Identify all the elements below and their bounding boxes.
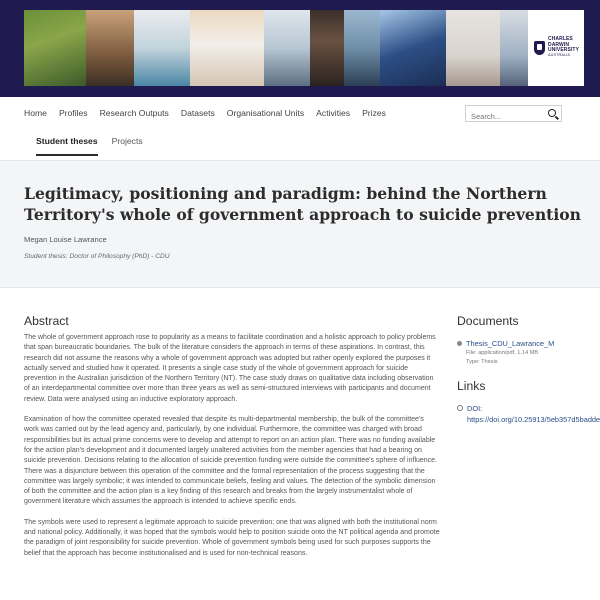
abstract-heading: Abstract [24,314,69,328]
abstract-paragraph: The whole of government approach rose to popularity as a means to facilitate coordination and a holistic approach to policy problems that span bureaucratic boundaries. The bulk of the literature considers the approach in terms of these aspirations. In contrast, this research did not assume the reasons why a whole of government approach was adopted but rather openly explored the purposes it actually served and studied how it operated. It presents a single case study of the whole of government approach for suicide prevention in the Australian jurisdiction of the Northern Territory (NT). The case study draws on qualitative data including observation of an interdepartmental committee over more than three years as well as semi-structured interviews with participants and document review. Data were analysed using an inductive exploratory approach. [24,334,436,403]
document-type: Type: Thesis [466,359,498,365]
logo-text: CHARLES DARWIN UNIVERSITY AUSTRALIA [548,36,580,58]
document-link[interactable]: Thesis_CDU_Lawrance_M [466,339,555,348]
nav-item-prizes[interactable]: Prizes [362,108,386,118]
university-logo[interactable] [528,10,584,86]
banner-photo [24,10,86,86]
page-title: Legitimacy, positioning and paradigm: behind the Northern Territory's whole of government approach to suicide prevention [24,184,582,224]
nav-item-profiles[interactable]: Profiles [58,108,88,118]
banner-photo [86,10,134,86]
main-nav [24,108,398,118]
banner-photo [446,10,500,86]
file-icon [457,341,462,346]
banner-photo [380,10,446,86]
banner-photo [344,10,380,86]
tab-projects[interactable]: Projects [111,136,143,146]
nav-item-activities[interactable]: Activities [316,108,351,118]
abstract-paragraph: Examination of how the committee operated revealed that despite its multi-departmental membership, the bulk of the committee's work was carried out by the lead agency and, particularly, by one individual. Furthermore, the committee was charged with broad responsibilities but its actual prime concerns were to develop and attempt to report on an action plan. There was no funding available for the action plan's development and it documented largely unaltered activities from the member agencies that had a bearing on suicide prevention. Decisions relating to the allocation of suicide prevention funding were outside the committee's sphere of influence. There was a disjuncture between this operation of the committee and the formal representation of the process suggesting that the committee was largely symbolic; it was intended to communicate beliefs, feeling and values. The detection of the symbolic dimension of both the committee and the action plan is a key finding of this research and breaks from the largely instrumentalist whole of government literature which assumes the approach is intended to achieve specific ends. [24,416,438,506]
banner-photo [500,10,528,86]
documents-heading: Documents [457,314,519,328]
links-heading: Links [457,379,486,393]
nav-item-research-outputs[interactable]: Research Outputs [99,108,169,118]
nav-item-home[interactable]: Home [24,108,47,118]
search-box [465,105,562,122]
thesis-type: Student thesis: Doctor of Philosophy (PhD) - CDU [24,253,170,260]
thesis-header [0,160,600,288]
search-input[interactable] [466,109,544,124]
search-icon[interactable] [548,109,556,117]
banner-photo [264,10,310,86]
doi-link[interactable]: https://doi.org/10.25913/5eb357d5badde [467,415,600,424]
abstract-paragraph: The symbols were used to represent a legitimate approach to suicide prevention; one that was aligned with both the institutional norm and national policy. Additionally, it was hoped that the symbols would help to position suicide onto the NT political agenda and promote the paradigm of joint responsibility for suicide prevention. Whole of government symbols being used for such purposes supports the belief that the approach has become institutionalised and is used for non-technical reasons. [24,518,440,557]
tab-student-theses[interactable]: Student theses [36,136,98,156]
banner-photo-collage [24,10,584,86]
sub-tabs [36,136,143,156]
header-banner [0,0,600,97]
banner-photo [190,10,264,86]
nav-item-datasets[interactable]: Datasets [180,108,215,118]
banner-photo [310,10,344,86]
banner-photo [134,10,190,86]
author-name[interactable]: Megan Louise Lawrance [24,235,107,244]
crest-icon [534,41,545,55]
doi-label[interactable]: DOI: [467,404,483,413]
abstract-body [24,333,440,569]
document-file-info: File: application/pdf, 1.14 MB [466,350,539,356]
nav-item-organisational-units[interactable]: Organisational Units [226,108,305,118]
globe-icon [457,405,463,411]
